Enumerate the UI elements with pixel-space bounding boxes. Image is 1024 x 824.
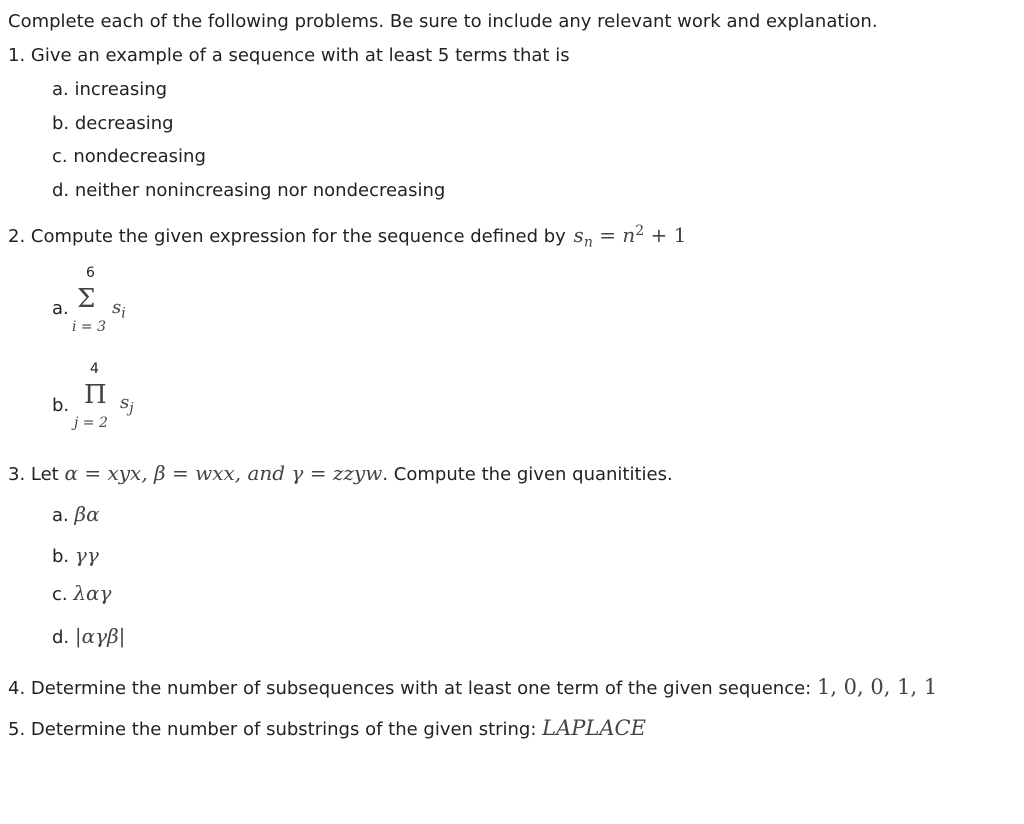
problem-3-definitions: α = xyx, β = wxx, and γ = zzyw <box>64 461 383 485</box>
problem-3c-label: c. <box>52 584 68 605</box>
product-upper-limit: 4 <box>90 361 99 377</box>
formula-sub: n <box>583 234 593 251</box>
instructions: Complete each of the following problems. Be sure to include any relevant work and explanation. <box>8 11 878 32</box>
problem-3-prefix: 3. Let <box>8 464 59 485</box>
product-lower-limit: j = 2 <box>74 415 108 431</box>
problem-3-item-b <box>52 545 99 566</box>
sum-term <box>112 299 126 321</box>
product-term-var: s <box>120 392 130 413</box>
formula-eq: = n <box>592 223 636 247</box>
problem-5-text: 5. Determine the number of substrings of the given string: <box>8 719 537 740</box>
problem-3b-label: b. <box>52 546 70 567</box>
problem-3-stem <box>8 463 673 484</box>
sequence-formula <box>573 223 687 251</box>
problem-3-suffix: . Compute the given quanitities. <box>382 464 673 485</box>
problem-2a-label: a. <box>52 298 69 319</box>
sum-upper-limit: 6 <box>86 265 95 281</box>
problem-1-item-b: b. decreasing <box>52 113 174 134</box>
product-term <box>120 394 134 416</box>
formula-exp: 2 <box>635 223 645 239</box>
product-term-sub: j <box>129 400 134 417</box>
problem-3d-label: d. <box>52 627 70 648</box>
problem-3b-expr: γγ <box>74 543 99 567</box>
problem-5 <box>8 718 646 739</box>
problem-2b-label: b. <box>52 395 70 416</box>
problem-4 <box>8 677 937 698</box>
problem-2-stem-text: 2. Compute the given expression for the sequence defined by <box>8 226 566 247</box>
problem-4-sequence: 1, 0, 0, 1, 1 <box>816 675 938 699</box>
pi-symbol: Π <box>84 380 107 410</box>
formula-lhs: s <box>573 223 584 247</box>
problem-3-item-c <box>52 583 112 604</box>
problem-4-text: 4. Determine the number of subsequences with at least one term of the given sequence: <box>8 678 812 699</box>
sum-term-sub: i <box>121 305 126 322</box>
problem-1-stem: 1. Give an example of a sequence with at least 5 terms that is <box>8 45 570 66</box>
problem-3-item-a <box>52 504 100 525</box>
problem-1-item-a: a. increasing <box>52 79 168 100</box>
problem-1-item-d: d. neither nonincreasing nor nondecreasing <box>52 180 446 201</box>
problem-5-string: LAPLACE <box>542 716 646 740</box>
formula-rest: + 1 <box>644 223 687 247</box>
sigma-symbol: Σ <box>77 284 96 314</box>
problem-2-stem <box>8 224 686 250</box>
problem-3d-expr: |αγβ| <box>74 624 126 648</box>
problem-3c-expr: λαγ <box>73 581 112 605</box>
problem-3a-label: a. <box>52 505 69 526</box>
sum-lower-limit: i = 3 <box>72 319 107 335</box>
problem-3-item-d <box>52 626 125 647</box>
sum-term-var: s <box>112 297 122 318</box>
problem-1-item-c: c. nondecreasing <box>52 146 206 167</box>
problem-3a-expr: βα <box>74 502 100 526</box>
